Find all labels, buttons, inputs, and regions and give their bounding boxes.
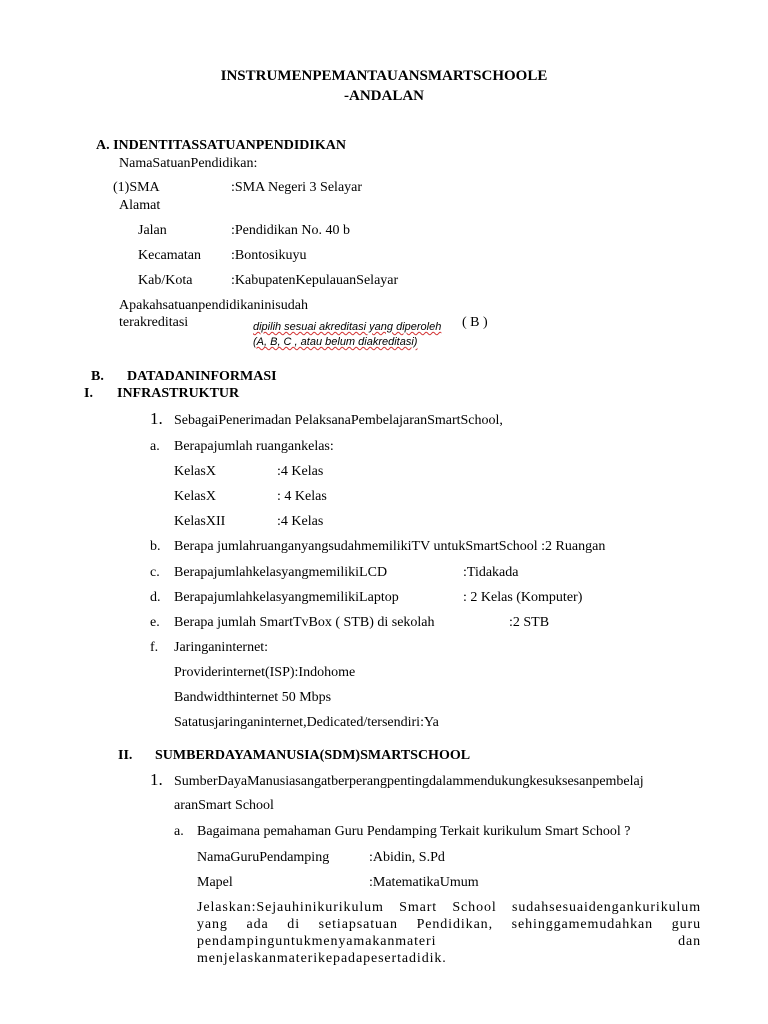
item-b-label: b. [150,539,161,554]
alamat-label: Alamat [119,198,161,213]
item-c-label: c. [150,565,160,580]
infrastruktur-item1-number: 1. [150,409,163,428]
kabkota-label: Kab/Kota [138,273,193,288]
item-e-label: e. [150,615,160,630]
akreditasi-question-line2: terakreditasi [119,315,189,330]
bandwidth-internet: Bandwidthinternet 50 Mbps [174,690,332,705]
sma-label: (1)SMA [113,180,160,195]
infrastruktur-item1-text: SebagaiPenerimadan PelaksanaPembelajaranSmartSchool, [174,413,503,428]
kelas-value: :4 Kelas [277,464,324,479]
kelas-label: KelasX [174,489,216,504]
sdm-heading: SUMBERDAYAMANUSIA(SDM)SMARTSCHOOL [155,748,471,763]
section-b-letter: B. [91,369,104,384]
status-jaringan: Satatusjaringaninternet,Dedicated/tersendiri:Ya [174,715,439,730]
sdm-item1-line2: aranSmart School [174,798,274,813]
guru-pendamping-value: :Abidin, S.Pd [369,850,445,865]
provider-internet: Providerinternet(ISP):Indohome [174,665,356,680]
section-b-heading: DATADANINFORMASI [127,369,277,384]
item-f-label: f. [150,640,159,655]
akreditasi-question-line1: Apakahsatuanpendidikaninisudah [119,298,308,313]
item-b-text: Berapa jumlahruanganyangsudahmemilikiTV untukSmartSchool :2 Ruangan [174,539,606,554]
akreditasi-value: ( B ) [462,315,488,330]
item-d-value: : 2 Kelas (Komputer) [463,590,583,605]
document-title-line1: INSTRUMENPEMANTAUANSMARTSCHOOLE [220,68,548,84]
sdm-item-a-label: a. [174,824,184,839]
document-title-line2: -ANDALAN [344,88,424,104]
sdm-item-a-text: Bagaimana pemahaman Guru Pendamping Terkait kurikulum Smart School ? [197,824,631,839]
item-d-label: d. [150,590,161,605]
nama-satuan-label: NamaSatuanPendidikan: [119,156,258,171]
mapel-value: :MatematikaUmum [369,875,479,890]
jalan-value: :Pendidikan No. 40 b [231,223,350,238]
item-f-text: Jaringaninternet: [174,640,269,655]
jalan-label: Jalan [138,223,167,238]
infrastruktur-roman: I. [84,386,93,401]
section-a-heading: A. INDENTITASSATUANPENDIDIKAN [96,138,346,153]
kelas-value: : 4 Kelas [277,489,327,504]
item-c-value: :Tidakada [463,565,519,580]
item-e-text: Berapa jumlah SmartTvBox ( STB) di sekolah [174,615,435,630]
item-d-text: BerapajumlahkelasyangmemilikiLaptop [174,590,399,605]
sdm-roman: II. [118,748,133,763]
sdm-item1-number: 1. [150,770,163,789]
kecamatan-value: :Bontosikuyu [231,248,307,263]
sma-value: :SMA Negeri 3 Selayar [231,180,363,195]
infrastruktur-heading: INFRASTRUKTUR [117,386,240,401]
item-c-text: BerapajumlahkelasyangmemilikiLCD [174,565,388,580]
kecamatan-label: Kecamatan [138,248,201,263]
kabkota-value: :KabupatenKepulauanSelayar [231,273,399,288]
akreditasi-note-line2: (A, B, C , atau belum diakreditasi) [253,336,418,348]
guru-pendamping-label: NamaGuruPendamping [197,850,330,865]
item-a-text: Berapajumlah ruangankelas: [174,439,334,454]
kelas-label: KelasX [174,464,216,479]
akreditasi-note-line1: dipilih sesuai akreditasi yang diperoleh [253,321,442,333]
item-e-value: :2 STB [509,615,550,630]
mapel-label: Mapel [197,875,233,890]
jelaskan-paragraph: Jelaskan:Sejauhinikurikulum Smart School sudahsesuaidengankurikulum yang ada di setiapsatuan Pendidikan, sehinggamemudahkan guru pendampinguntukmenyamakanmateri dan menjelaskanmaterikepadapesertadidik. [197,900,701,966]
item-a-label: a. [150,439,160,454]
kelas-label: KelasXII [174,514,226,529]
kelas-value: :4 Kelas [277,514,324,529]
sdm-item1-line1: SumberDayaManusiasangatberperangpentingdalammendukungkesuksesanpembelaj [174,774,644,789]
